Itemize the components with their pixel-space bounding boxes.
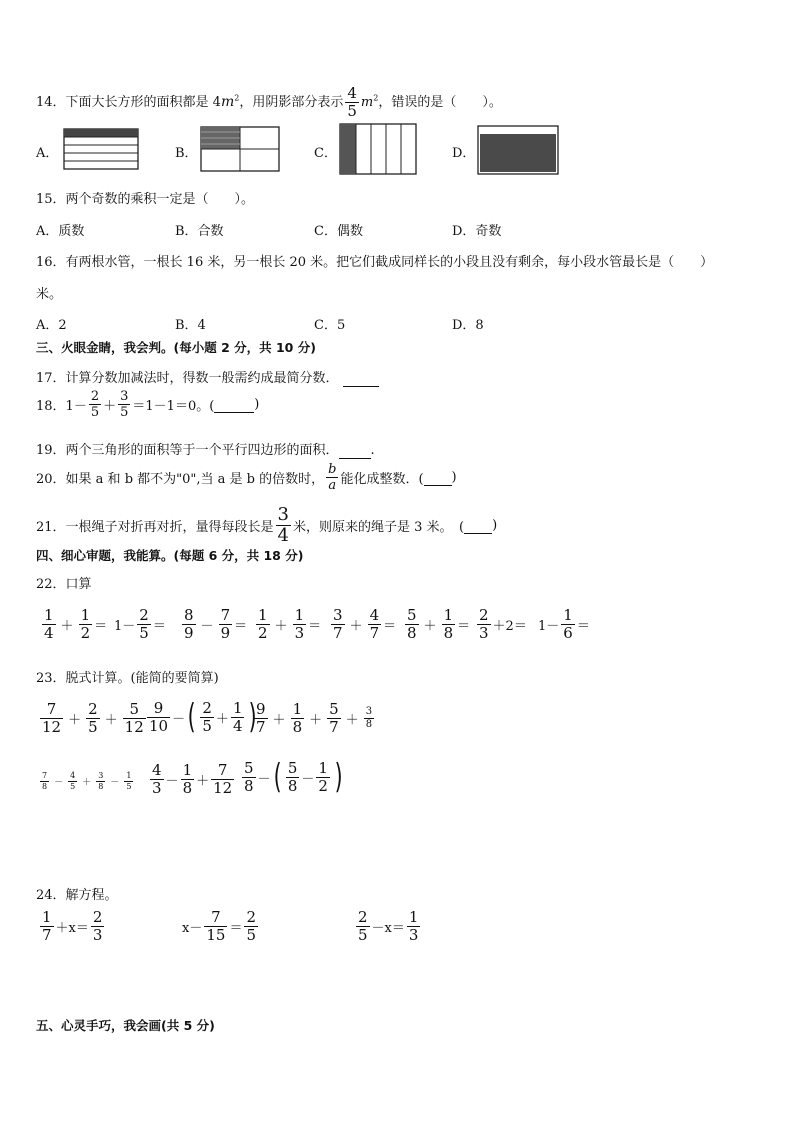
q18-fraction-1: $\frac{2}{5}$ [90,389,100,420]
q20-fraction: $\frac{b}{a}$ [328,462,337,493]
section5-title: 五、心灵手巧，我会画(共 5 分) [36,1018,215,1033]
figure-a-rectangle [63,128,139,170]
q16-option-b[interactable]: B．4 [175,318,206,333]
figure-c-rectangle [339,123,417,175]
q19-text: 19．两个三角形的面积等于一个平行四边形的面积． [36,443,339,458]
q15-option-d[interactable]: D．奇数 [452,224,502,239]
q14-option-c[interactable]: C． [314,146,337,161]
q17-text: 17．计算分数加减法时，得数一般需约成最简分数． [36,371,339,386]
q23-expr-4: $\frac{7}{8}$ － $\frac{4}{5}$ ＋ $\frac{3}{8}$ － $\frac{1}{5}$ [42,771,132,791]
q14-fraction: $\frac{4}{5}$ [347,84,357,120]
q22-item-6: $\frac{5}{8}$ ＋ $\frac{1}{8}$ ＝ [407,606,471,642]
q16-stem-line2: 米。 [36,287,63,302]
figure-b-rectangle [200,126,280,172]
q17-row [36,367,379,387]
q24-equation-1: $\frac{1}{7}$ ＋x＝ $\frac{2}{3}$ [42,908,103,944]
q19-row: 19．两个三角形的面积等于一个平行四边形的面积． . [36,443,375,458]
q15-option-c[interactable]: C．偶数 [314,224,363,239]
q20-answer-blank[interactable] [424,470,452,486]
section3-title: 三、火眼金睛，我会判。(每小题 2 分，共 10 分) [36,340,316,355]
q22-item-8: 1－ $\frac{1}{6}$ ＝ [538,606,590,642]
figure-d-rectangle [477,125,559,175]
q21-row: 21．一根绳子对折再对折，量得每段长是 $\frac{3}{4}$ 米，则原来的绳子是 3 米。 ( ) [36,504,498,546]
q16-option-a[interactable]: A．2 [36,318,67,333]
q14-sup-2: 2 [373,93,379,103]
q23-expr-6: $\frac{5}{8}$ － ( $\frac{5}{8}$ － $\frac{1}{2}$ ) [244,757,343,797]
q15-option-a[interactable]: A．质数 [36,224,85,239]
q22-item-1: $\frac{1}{4}$ ＋ $\frac{1}{2}$ ＝ [44,606,108,642]
q22-title: 22．口算 [36,577,92,592]
q18-answer-blank[interactable] [214,397,254,413]
q14-option-d[interactable]: D． [452,146,476,161]
q14-unit-m: m [220,94,235,110]
q14-option-a[interactable]: A． [36,146,59,161]
q21-text-a: 21．一根绳子对折再对折，量得每段长是 [36,520,274,535]
q20-row: 20．如果 a 和 b 都不为"0",当 a 是 b 的倍数时， $\frac{b}{a}$ 能化成整数．( ) [36,462,457,493]
q15-stem: 15．两个奇数的乘积一定是（ ）。 [36,192,255,207]
q14-unit-m2: m [360,95,374,110]
q24-title: 24．解方程。 [36,888,118,903]
q22-item-5: $\frac{3}{7}$ ＋ $\frac{4}{7}$ ＝ [333,606,397,642]
q19-answer-blank[interactable] [339,443,371,459]
q21-fraction: $\frac{3}{4}$ [277,504,289,546]
q23-expr-1: $\frac{7}{12}$ ＋ $\frac{2}{5}$ ＋ $\frac{5}{12}$ [42,700,144,736]
q22-item-7: $\frac{2}{3}$ ＋2＝ [479,606,527,642]
q16-option-d[interactable]: D．8 [452,318,484,333]
q15-option-b[interactable]: B．合数 [175,224,224,239]
q22-item-3: $\frac{8}{9}$ － $\frac{7}{9}$ ＝ [184,606,248,642]
q21-answer-blank[interactable] [464,518,492,534]
q23-title: 23．脱式计算。(能简的要简算) [36,671,219,686]
q22-item-4: $\frac{1}{2}$ ＋ $\frac{1}{3}$ ＝ [258,606,322,642]
q16-stem-line1: 16．有两根水管，一根长 16 米，另一根长 20 米。把它们截成同样长的小段且没有剩余，每小段水管最长是（ ） [36,255,714,270]
q24-equation-2: x－ $\frac{7}{15}$ ＝ $\frac{2}{5}$ [182,908,256,944]
q17-answer-blank[interactable] [343,371,379,387]
q18-row: 18．1－ $\frac{2}{5}$ ＋ $\frac{3}{5}$ ＝1－1＝0。( ) [36,389,260,420]
q14-sup: 2 [234,93,240,103]
q22-item-2: 1－ $\frac{2}{5}$ ＝ [114,606,166,642]
q14-option-b[interactable]: B． [175,146,198,161]
q16-option-c[interactable]: C．5 [314,318,346,333]
q23-expr-3: $\frac{9}{7}$ ＋ $\frac{1}{8}$ ＋ $\frac{5}{7}$ ＋ $\frac{3}{8}$ [256,700,373,736]
section4-title: 四、细心审题，我能算。(每题 6 分，共 18 分) [36,548,304,563]
q14-stem: 14．下面大长方形的面积都是 $4m^2$，用阴影部分表示 $\frac{4}{5}$ $m^2$，错误的是（ ）。 [36,84,502,120]
q24-equation-3: $\frac{2}{5}$ －x＝ $\frac{1}{3}$ [358,908,419,944]
q20-text: 20．如果 a 和 b 都不为"0",当 a 是 b 的倍数时， [36,472,325,487]
q23-expr-2: $\frac{9}{10}$ － ( $\frac{2}{5}$ ＋ $\frac{1}{4}$ ) [149,697,258,737]
q18-fraction-2: $\frac{3}{5}$ [120,389,129,420]
q23-expr-5: $\frac{4}{3}$ － $\frac{1}{8}$ ＋ $\frac{7}{12}$ [152,761,233,797]
